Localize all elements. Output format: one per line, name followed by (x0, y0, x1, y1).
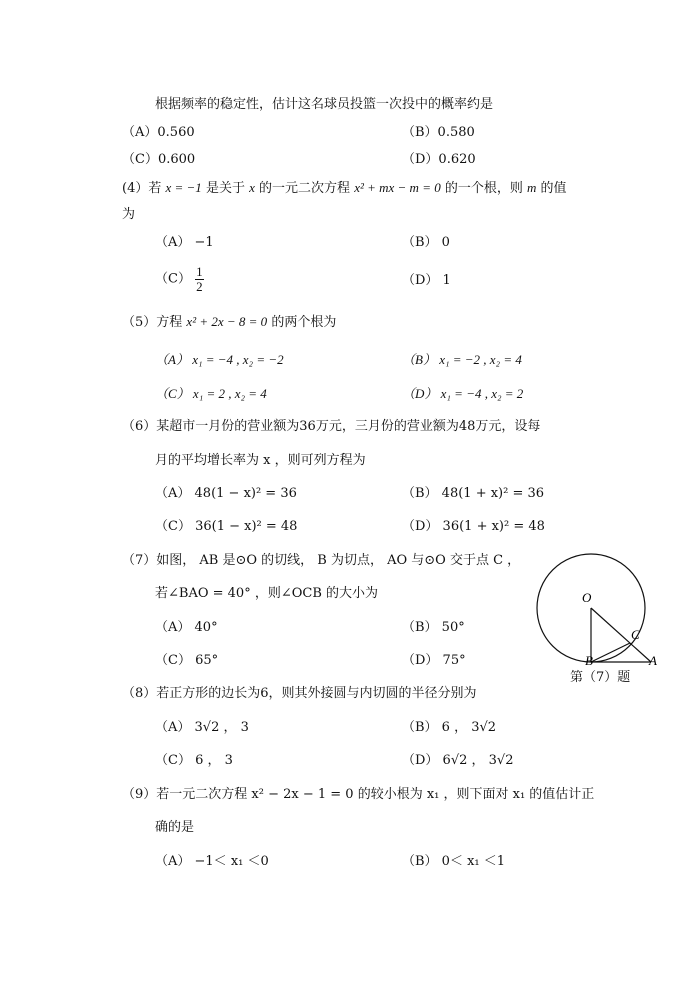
q8-option-a: （A） 3√2 ， 3 (155, 720, 249, 735)
q3-option-b: （B）0.580 (402, 125, 475, 140)
q7-stem-cont: 若∠BAO = 40° ，则∠OCB 的大小为 (155, 586, 379, 601)
q5-stem-a: （5）方程 (122, 315, 183, 330)
q9-stem: （9）若一元二次方程 x² − 2x − 1 = 0 的较小根为 x₁ ，则下面对 x₁ 的值估计正 (122, 787, 595, 802)
q7-figure-caption: 第（7）题 (570, 670, 631, 685)
label-b: B (585, 653, 593, 668)
q5-option-b: （B） x₁ = −2 , x₂ = 4 (402, 352, 522, 367)
q4-stem-cont: 为 (122, 207, 136, 222)
q4-option-c-fraction (195, 265, 204, 294)
q4-var: x (249, 180, 255, 195)
q9-stem-cont: 确的是 (155, 820, 195, 835)
q5-stem-b: 的两个根为 (271, 315, 337, 330)
q5-stem (122, 313, 336, 332)
label-o: O (582, 590, 592, 605)
q6-option-c: （C） 36(1 − x)² = 48 (155, 519, 298, 534)
q4-stem-c: 的一元二次方程 (259, 181, 351, 196)
q4-stem (122, 179, 567, 198)
q3-option-c: （C）0.600 (122, 152, 196, 167)
q3-option-a: （A）0.560 (122, 125, 195, 140)
q5-option-a: （A） x₁ = −4 , x₂ = −2 (155, 352, 284, 367)
q4-option-b: （B） 0 (402, 235, 450, 250)
q3-stem: 根据频率的稳定性，估计这名球员投篮一次投中的概率约是 (155, 97, 494, 112)
q4-stem-e: 的值 (540, 181, 567, 196)
q4-eq1: x = −1 (165, 180, 202, 195)
q3-option-d: （D）0.620 (402, 152, 476, 167)
q4-option-c (155, 265, 204, 294)
label-c: C (631, 627, 640, 642)
q8-option-b: （B） 6 ， 3√2 (402, 720, 497, 735)
q6-option-a: （A） 48(1 − x)² = 36 (155, 486, 297, 501)
q4-option-c-label: （C） (155, 271, 191, 287)
q8-option-d: （D） 6√2 ， 3√2 (402, 753, 514, 768)
q4-var2: m (527, 180, 537, 195)
q5-option-d: （D） x₁ = −4 , x₂ = 2 (402, 386, 524, 401)
q9-option-b: （B） 0＜ x₁ ＜1 (402, 854, 506, 869)
fraction-numerator: 1 (196, 264, 203, 279)
segment-bc (591, 643, 630, 662)
q7-option-b: （B） 50° (402, 620, 465, 635)
q7-figure (532, 552, 672, 682)
q4-option-a: （A） −1 (155, 235, 214, 250)
q8-option-c: （C） 6 ， 3 (155, 753, 233, 768)
q9-option-a: （A） −1＜ x₁ ＜0 (155, 854, 269, 869)
q4-stem-b: 是关于 (205, 181, 245, 196)
q8-stem: （8）若正方形的边长为6，则其外接圆与内切圆的半径分别为 (122, 686, 477, 701)
q6-stem: （6）某超市一月份的营业额为36万元，三月份的营业额为48万元，设每 (122, 419, 541, 434)
fraction-denominator: 2 (196, 279, 203, 294)
q4-stem-a: (4）若 (122, 181, 162, 196)
q6-option-b: （B） 48(1 + x)² = 36 (402, 486, 545, 501)
q7-option-d: （D） 75° (402, 653, 466, 668)
q5-eq: x² + 2x − 8 = 0 (186, 314, 268, 329)
q6-option-d: （D） 36(1 + x)² = 48 (402, 519, 545, 534)
q7-option-a: （A） 40° (155, 620, 218, 635)
q4-option-d: （D） 1 (402, 273, 451, 288)
q4-eq2: x² + mx − m = 0 (354, 180, 441, 195)
q7-stem: （7）如图， AB 是⊙O 的切线， B 为切点， AO 与⊙O 交于点 C ， (122, 553, 521, 568)
segment-oa (591, 608, 651, 662)
label-a: A (649, 653, 657, 668)
q6-stem-cont: 月的平均增长率为 x ，则可列方程为 (155, 453, 366, 468)
q5-option-c: （C） x₁ = 2 , x₂ = 4 (155, 386, 267, 401)
q4-stem-d: 的一个根，则 (444, 181, 523, 196)
q7-option-c: （C） 65° (155, 653, 219, 668)
